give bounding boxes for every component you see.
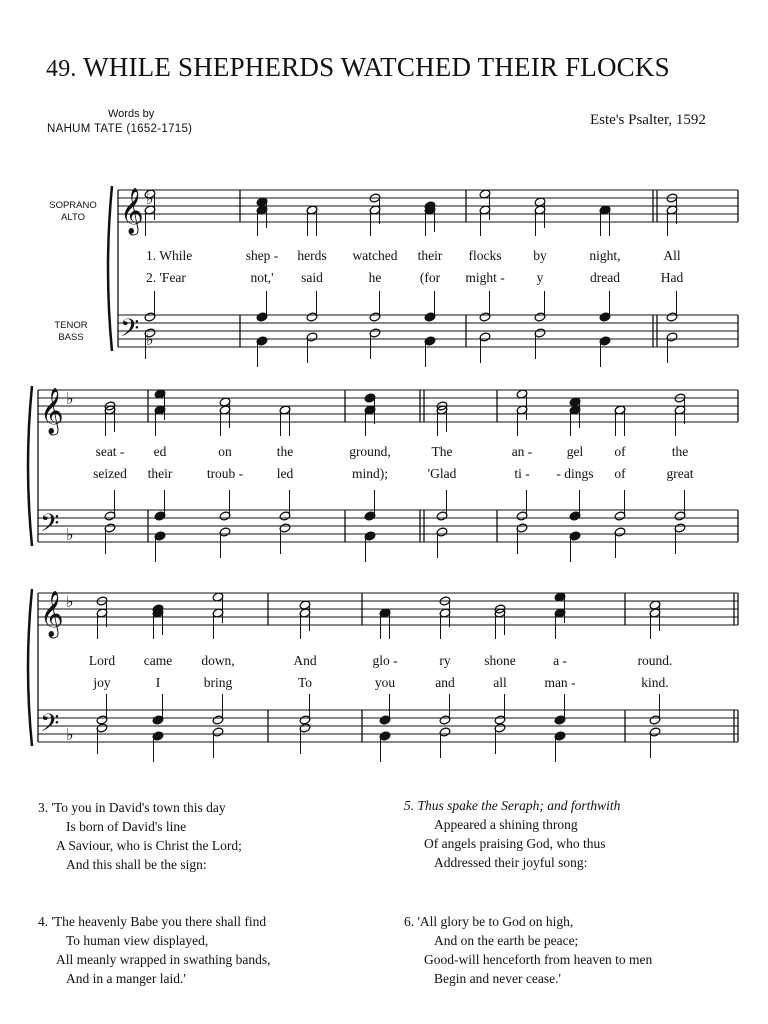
lyric-syllable: troub - (206, 466, 244, 481)
verse-3 (38, 798, 242, 874)
lyric-syllable: seat - (95, 444, 125, 459)
lyric-syllable: on (218, 444, 232, 459)
verse-line: Good-will henceforth from heaven to men (424, 952, 653, 967)
flat-key-signature-icon: ♭ (66, 725, 74, 744)
lyric-syllable: 2. 'Fear (146, 270, 186, 285)
lyric-syllable: ground, (349, 444, 391, 459)
verse-line: 3. 'To you in David's town this day (38, 800, 226, 815)
lyric-syllable: gel (566, 444, 584, 459)
verse-line: And in a manger laid.' (66, 971, 186, 986)
lyric-syllable: bring (203, 675, 233, 690)
system-brace (28, 589, 32, 746)
lyric-syllable: All (663, 248, 681, 263)
lyric-syllable: joy (93, 675, 111, 690)
bass-clef-icon: 𝄢 (40, 709, 60, 744)
lyric-syllable: y (536, 270, 544, 285)
lyric-syllable: their (147, 466, 173, 481)
system-brace (108, 186, 112, 351)
flat-key-signature-icon: ♭ (66, 525, 74, 544)
lyric-syllable: mind); (352, 466, 388, 481)
lyric-syllable: 'Glad (427, 466, 457, 481)
lyric-syllable: Lord (88, 653, 116, 668)
flat-key-signature-icon: ♭ (66, 389, 74, 408)
lyric-syllable: night, (589, 248, 621, 263)
lyric-syllable: seized (93, 466, 127, 481)
lyric-syllable: down, (201, 653, 235, 668)
lyric-syllable: flocks (468, 248, 502, 263)
lyric-syllable: their (417, 248, 443, 263)
lyric-syllable: To (297, 675, 313, 690)
verse-line: Appeared a shining throng (434, 817, 578, 832)
bass-clef-icon: 𝄢 (40, 509, 60, 544)
lyric-syllable: by (533, 248, 547, 263)
flat-key-signature-icon: ♭ (146, 189, 154, 208)
lyric-syllable: he (368, 270, 382, 285)
lyric-syllable: (for (419, 270, 441, 285)
part-label-alto: ALTO (61, 212, 85, 223)
lyric-syllable: shone (484, 653, 516, 668)
lyric-syllable: man - (544, 675, 576, 690)
hymn-number: 49. (46, 56, 77, 82)
part-label-soprano: SOPRANO (49, 200, 97, 211)
lyric-syllable: of (614, 466, 626, 481)
lyric-syllable: led (276, 466, 294, 481)
flat-key-signature-icon: ♭ (146, 330, 154, 349)
lyric-syllable: ry (439, 653, 451, 668)
verse-4 (38, 912, 270, 988)
tune-source: Este's Psalter, 1592 (590, 112, 706, 128)
lyric-syllable: watched (352, 248, 398, 263)
bass-clef-icon: 𝄢 (120, 314, 140, 349)
lyric-syllable: not,' (250, 270, 274, 285)
verse-line: And on the earth be peace; (434, 933, 579, 948)
lyric-syllable: kind. (641, 675, 669, 690)
treble-clef-icon: 𝄞 (120, 188, 144, 234)
verse-line: All meanly wrapped in swathing bands, (56, 952, 271, 967)
verse-line: 4. 'The heavenly Babe you there shall find (38, 914, 267, 929)
part-label-bass: BASS (58, 332, 84, 343)
lyric-syllable: ed (153, 444, 167, 459)
verse-line: Begin and never cease.' (434, 971, 561, 986)
verse-5 (404, 796, 620, 872)
lyric-syllable: the (276, 444, 294, 459)
flat-key-signature-icon: ♭ (66, 592, 74, 611)
lyric-syllable: a - (553, 653, 567, 668)
verse-line: Is born of David's line (66, 819, 187, 834)
lyric-syllable: and (435, 675, 455, 690)
lyric-syllable: And (293, 653, 317, 668)
verse-line: A Saviour, who is Christ the Lord; (56, 838, 242, 853)
author-credit: NAHUM TATE (1652-1715) (47, 123, 193, 135)
treble-clef-icon: 𝄞 (40, 591, 64, 637)
lyric-syllable: glo - (372, 653, 398, 668)
lyric-syllable: of (614, 444, 626, 459)
part-label-tenor: TENOR (54, 320, 88, 331)
lyric-syllable: - dings (556, 466, 594, 481)
system-brace (28, 386, 32, 546)
lyric-syllable: round. (637, 653, 673, 668)
verse-6 (404, 912, 652, 988)
verse-line: Addressed their joyful song: (434, 855, 588, 870)
lyric-syllable: I (155, 675, 161, 690)
lyric-syllable: dread (590, 270, 620, 285)
lyric-syllable: all (493, 675, 507, 690)
lyric-syllable: Had (660, 270, 684, 285)
lyric-syllable: came (143, 653, 173, 668)
lyric-syllable: the (671, 444, 689, 459)
words-by-label: Words by (108, 108, 155, 120)
verse-line: 5. Thus spake the Seraph; and forthwith (404, 798, 621, 813)
verse-line: And this shall be the sign: (66, 857, 207, 872)
lyric-syllable: might - (465, 270, 505, 285)
lyric-syllable: 1. While (146, 248, 193, 263)
lyric-syllable: an - (511, 444, 533, 459)
lyric-syllable: ti - (514, 466, 530, 481)
lyric-syllable: herds (297, 248, 327, 263)
verse-line: 6. 'All glory be to God on high, (404, 914, 574, 929)
verse-line: Of angels praising God, who thus (424, 836, 606, 851)
lyric-syllable: shep - (245, 248, 279, 263)
verse-line: To human view displayed, (66, 933, 209, 948)
treble-clef-icon: 𝄞 (40, 388, 64, 434)
hymn-title-text: WHILE SHEPHERDS WATCHED THEIR FLOCKS (83, 52, 670, 82)
lyric-syllable: great (666, 466, 694, 481)
lyric-syllable: The (431, 444, 453, 459)
lyric-syllable: said (301, 270, 323, 285)
lyric-syllable: you (374, 675, 396, 690)
